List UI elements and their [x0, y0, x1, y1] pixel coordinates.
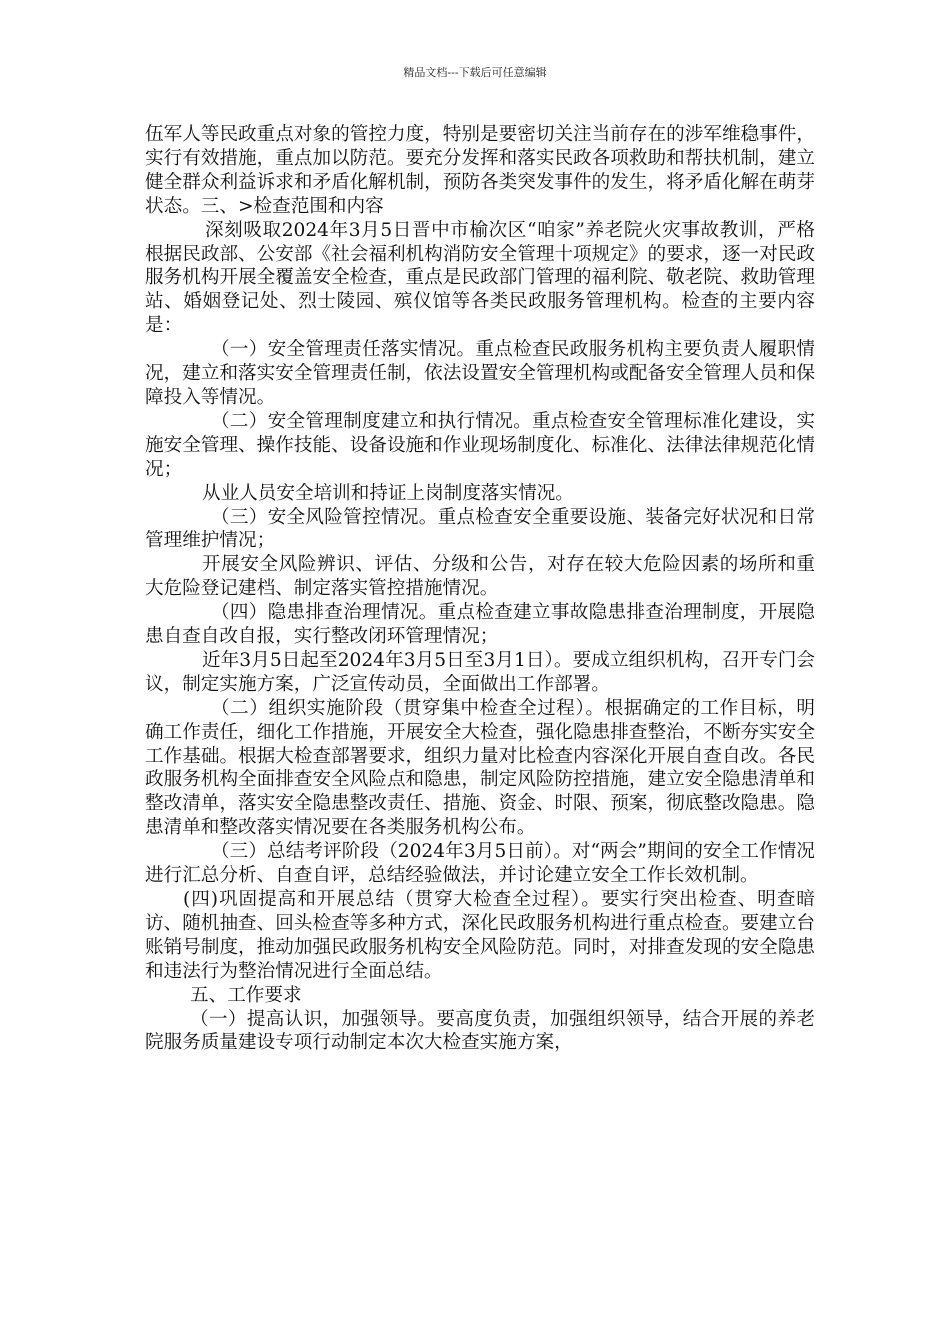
document-body: [145, 123, 815, 1055]
paragraph: 从业人员安全培训和持证上岗制度落实情况。: [202, 482, 574, 504]
paragraph: 深刻吸取2024年3月5日晋中市榆次区“咱家”养老院火灾事故教训，严格根据民政部、公安部《社会福利机构消防安全管理十项规定》的要求，逐一对民政服务机构开展全覆盖安全检查，重点是民政部门管理的福利院、敬老院、救助管理站、婚姻登记处、烈士陵园、殡仪馆等各类民政服务管理机构。检查的主要内容是：: [145, 219, 815, 337]
paragraph: 伍军人等民政重点对象的管控力度，特别是要密切关注当前存在的涉军维稳事件，实行有效措施，重点加以防范。要充分发挥和落实民政各项救助和帮扶机制，建立健全群众利益诉求和矛盾化解机制，预防各类突发事件的发生，将矛盾化解在萌芽状态。三、>检查范围和内容: [145, 124, 815, 217]
paragraph: 开展安全风险辨识、评估、分级和公告，对存在较大危险因素的场所和重大危险登记建档、制定落实管控措施情况。: [145, 554, 815, 600]
paragraph: (四)巩固提高和开展总结（贯穿大检查全过程）。要实行突出检查、明查暗访、随机抽查、回头检查等多种方式，深化民政服务机构进行重点检查。要建立台账销号制度，推动加强民政服务机构安全风险防范。同时，对排查发现的安全隐患和违法行为整治情况进行全面总结。: [145, 889, 815, 982]
paragraph: 近年3月5日起至2024年3月5日至3月1日）。要成立组织机构，召开专门会议，制定实施方案，广泛宣传动员，全面做出工作部署。: [145, 649, 815, 695]
paragraph: （一）安全管理责任落实情况。重点检查民政服务机构主要负责人履职情况，建立和落实安全管理责任制，依法设置安全管理机构或配备安全管理人员和保障投入等情况。: [145, 339, 815, 408]
paragraph: （三）总结考评阶段（2024年3月5日前）。对“两会”期间的安全工作情况进行汇总分析、自查自评，总结经验做法，并讨论建立安全工作长效机制。: [145, 841, 815, 887]
page-header: 精品文档---下载后可任意编辑: [403, 66, 547, 79]
section-heading: 五、工作要求: [190, 984, 302, 1006]
paragraph: （二）组织实施阶段（贯穿集中检查全过程）。根据确定的工作目标，明确工作责任，细化工作措施，开展安全大检查，强化隐患排查整治，不断夯实安全工作基础。根据大检查部署要求，组织力量对比检查内容深化开展自查自改。各民政服务机构全面排查安全风险点和隐患，制定风险防控措施，建立安全隐患清单和整改清单，落实安全隐患整改责任、措施、资金、时限、预案，彻底整改隐患。隐患清单和整改落实情况要在各类服务机构公布。: [145, 697, 815, 839]
paragraph: （四）隐患排查治理情况。重点检查建立事故隐患排查治理制度，开展隐患自查自改自报，实行整改闭环管理情况；: [145, 602, 815, 648]
paragraph: （一）提高认识，加强领导。要高度负责，加强组织领导，结合开展的养老院服务质量建设专项行动制定本次大检查实施方案，: [145, 1008, 815, 1054]
paragraph: （二）安全管理制度建立和执行情况。重点检查安全管理标准化建设，实施安全管理、操作技能、设备设施和作业现场制度化、标准化、法律法律规范化情况；: [145, 410, 815, 480]
paragraph: （三）安全风险管控情况。重点检查安全重要设施、装备完好状况和日常管理维护情况；: [145, 506, 815, 552]
